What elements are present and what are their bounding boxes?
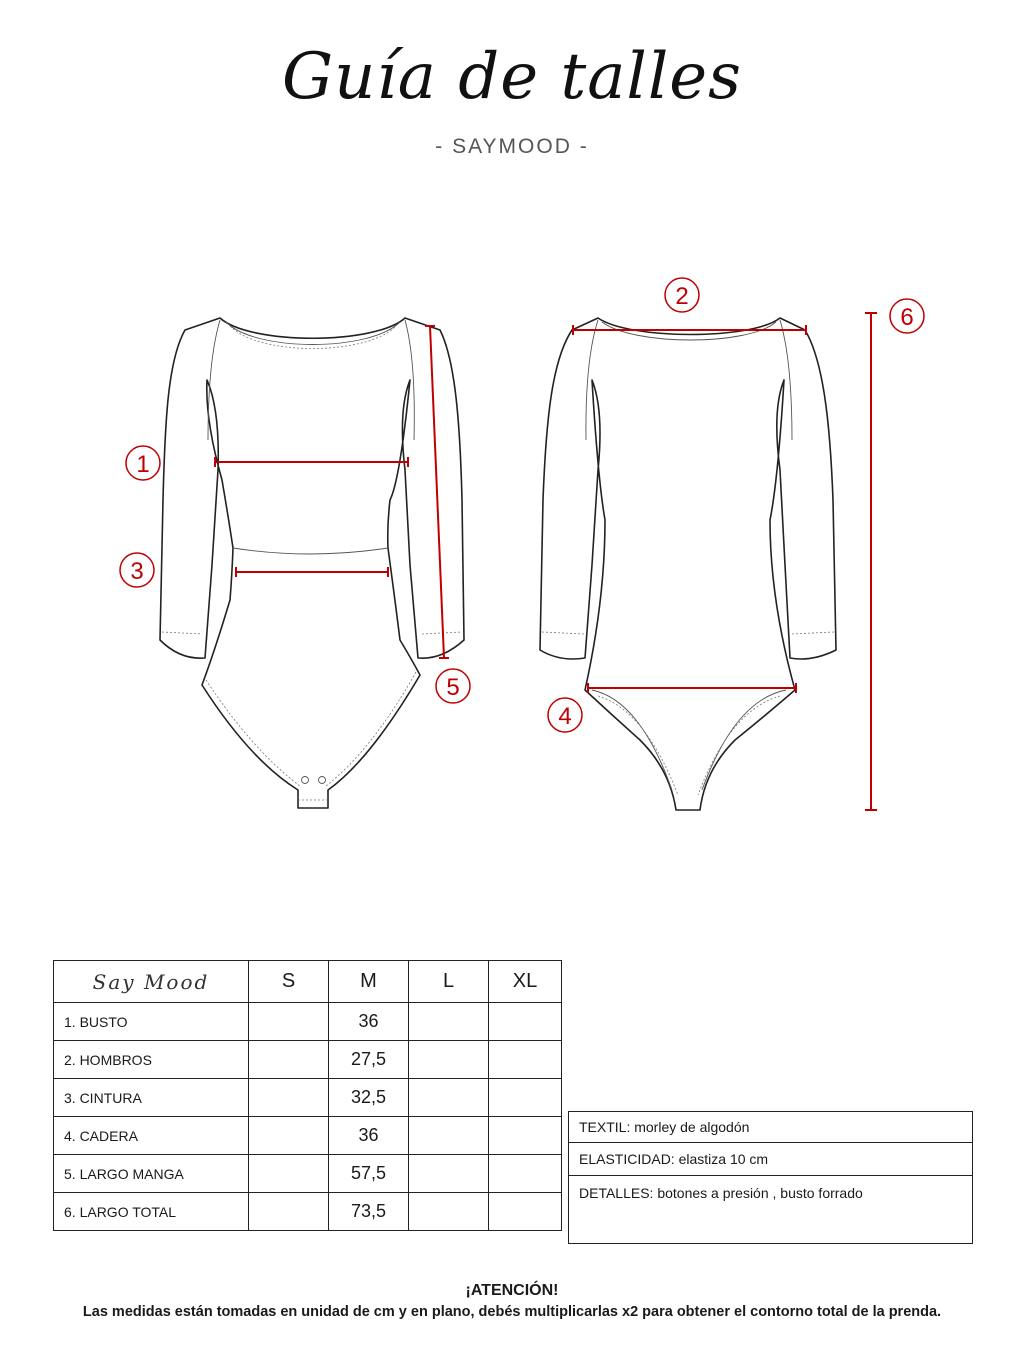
size-header-s: S bbox=[249, 961, 329, 1003]
brand-logo: Say Mood bbox=[54, 961, 249, 1003]
front-bodysuit bbox=[160, 318, 464, 808]
brand-subtitle: - SAYMOOD - bbox=[435, 135, 589, 158]
cell-m: 36 bbox=[329, 1117, 409, 1155]
row-label: 4. CADERA bbox=[54, 1117, 249, 1155]
fabric-details-table bbox=[568, 1111, 973, 1244]
page-title: Guía de talles bbox=[281, 40, 743, 114]
detalles-row: DETALLES: botones a presión , busto forrado bbox=[569, 1176, 973, 1244]
row-label: 5. LARGO MANGA bbox=[54, 1155, 249, 1193]
table-row bbox=[54, 1003, 562, 1041]
marker-4 bbox=[548, 698, 582, 732]
cell-l bbox=[409, 1155, 489, 1193]
measurement-lines bbox=[215, 313, 877, 810]
textil-row: TEXTIL: morley de algodón bbox=[569, 1112, 973, 1143]
cell-xl bbox=[489, 1155, 562, 1193]
size-table-header bbox=[54, 961, 562, 1003]
cell-l bbox=[409, 1003, 489, 1041]
elasticidad-row: ELASTICIDAD: elastiza 10 cm bbox=[569, 1143, 973, 1176]
size-header-xl: XL bbox=[489, 961, 562, 1003]
back-bodysuit bbox=[540, 318, 836, 810]
size-header-m: M bbox=[329, 961, 409, 1003]
cell-s bbox=[249, 1079, 329, 1117]
cell-s bbox=[249, 1003, 329, 1041]
svg-text:4: 4 bbox=[558, 703, 572, 730]
table-row bbox=[54, 1155, 562, 1193]
svg-text:1: 1 bbox=[136, 451, 150, 478]
table-row bbox=[54, 1079, 562, 1117]
notice-text: Las medidas están tomadas en unidad de cm y en plano, debés multiplicarlas x2 para obtener el contorno total de la prenda. bbox=[82, 1304, 942, 1320]
cell-l bbox=[409, 1117, 489, 1155]
size-table bbox=[53, 960, 562, 1231]
cell-m: 73,5 bbox=[329, 1193, 409, 1231]
cell-xl bbox=[489, 1003, 562, 1041]
cell-s bbox=[249, 1041, 329, 1079]
table-row bbox=[54, 1193, 562, 1231]
cell-xl bbox=[489, 1117, 562, 1155]
cell-m: 27,5 bbox=[329, 1041, 409, 1079]
marker-6 bbox=[890, 299, 924, 333]
cell-xl bbox=[489, 1079, 562, 1117]
cell-s bbox=[249, 1193, 329, 1231]
table-row bbox=[54, 1041, 562, 1079]
svg-text:6: 6 bbox=[900, 304, 914, 331]
svg-text:2: 2 bbox=[675, 283, 689, 310]
marker-1 bbox=[126, 446, 160, 480]
cell-s bbox=[249, 1155, 329, 1193]
cell-l bbox=[409, 1079, 489, 1117]
table-row bbox=[54, 1117, 562, 1155]
marker-5 bbox=[436, 669, 470, 703]
marker-2 bbox=[665, 278, 699, 312]
cell-m: 32,5 bbox=[329, 1079, 409, 1117]
cell-l bbox=[409, 1041, 489, 1079]
cell-s bbox=[249, 1117, 329, 1155]
row-label: 1. BUSTO bbox=[54, 1003, 249, 1041]
cell-m: 57,5 bbox=[329, 1155, 409, 1193]
row-label: 6. LARGO TOTAL bbox=[54, 1193, 249, 1231]
notice-title: ¡ATENCIÓN! bbox=[465, 1282, 559, 1299]
cell-l bbox=[409, 1193, 489, 1231]
size-header-l: L bbox=[409, 961, 489, 1003]
marker-3 bbox=[120, 553, 154, 587]
svg-text:3: 3 bbox=[130, 558, 144, 585]
cell-xl bbox=[489, 1041, 562, 1079]
cell-m: 36 bbox=[329, 1003, 409, 1041]
cell-xl bbox=[489, 1193, 562, 1231]
row-label: 3. CINTURA bbox=[54, 1079, 249, 1117]
row-label: 2. HOMBROS bbox=[54, 1041, 249, 1079]
svg-text:5: 5 bbox=[446, 674, 460, 701]
